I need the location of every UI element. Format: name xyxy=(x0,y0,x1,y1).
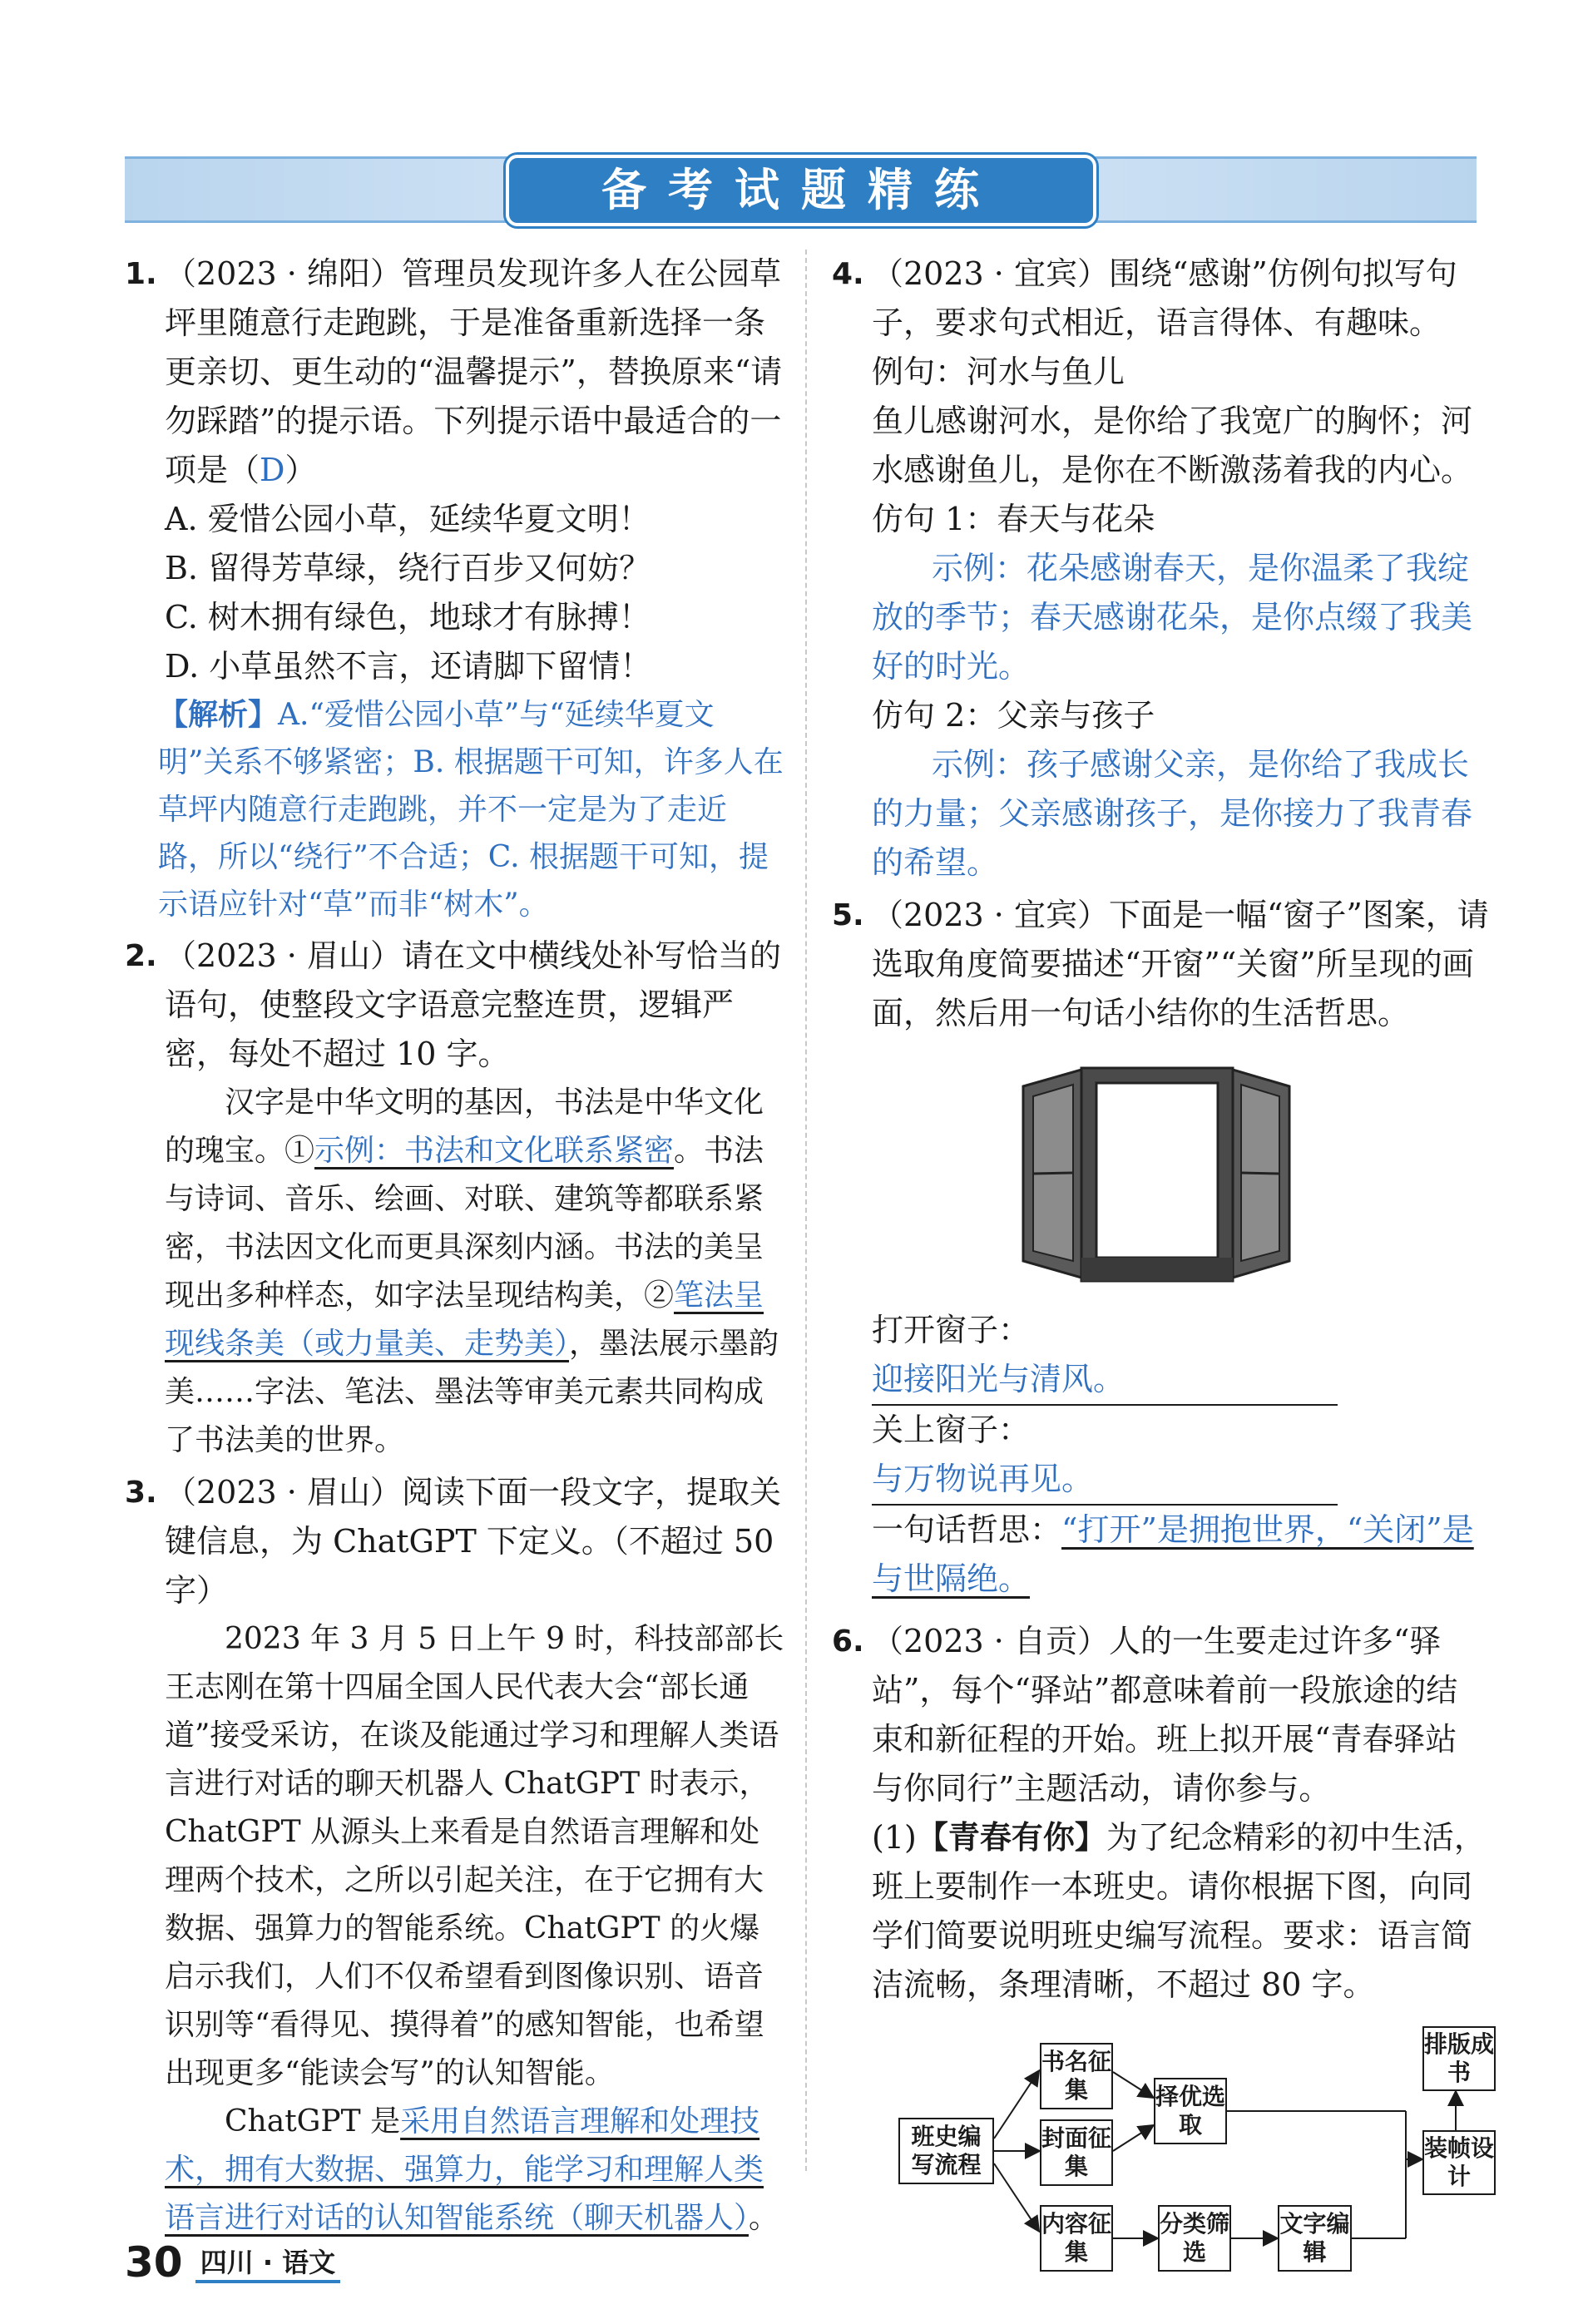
imitate-2-answer: 示例：孩子感谢父亲，是你给了我成长的力量；父亲感谢孩子，是你接力了我青春的希望。 xyxy=(872,746,1473,881)
left-column xyxy=(125,250,786,2242)
page-footer xyxy=(125,2237,340,2287)
question-5 xyxy=(832,891,1489,1038)
flowchart xyxy=(898,2026,1514,2276)
analysis xyxy=(125,691,786,928)
example-label: 例句：河水与鱼儿 xyxy=(872,354,1125,390)
fill-answer-1: 示例：书法和文化联系紧密 xyxy=(314,1134,675,1168)
answer-choice: D xyxy=(260,452,285,488)
flow-name-collect: 书名征集 xyxy=(1040,2043,1113,2109)
flow-binding: 装帧设计 xyxy=(1422,2130,1496,2195)
flow-content-collect: 内容征集 xyxy=(1040,2205,1113,2272)
imitate-1-answer: 示例：花朵感谢春天，是你温柔了我绽放的季节；春天感谢花朵，是你点缀了我美好的时光。 xyxy=(872,550,1473,685)
analysis-tag: 【解析】 xyxy=(158,698,279,732)
option-b: B. 留得芳草绿，绕行百步又何妨？ xyxy=(165,550,651,586)
question-stem: （2023 · 眉山）请在文中横线处补写恰当的语句，使整段文字语意完整连贯，逻辑严密，每处不超过 10 字。 xyxy=(165,937,781,1072)
question-number: 4. xyxy=(832,257,864,291)
section-title: 备考试题精练 xyxy=(506,155,1096,226)
open-window-line: 打开窗子：迎接阳光与清风。 xyxy=(832,1306,1489,1406)
option-c: C. 树木拥有绿色，地球才有脉搏！ xyxy=(165,599,651,635)
flow-edit: 文字编辑 xyxy=(1278,2205,1352,2272)
imitate-1-label: 仿句 1：春天与花朵 xyxy=(872,501,1155,537)
fill-answer-2: 笔法呈现线条美（或力量美、走势美） xyxy=(165,1278,764,1361)
page-number: 30 xyxy=(125,2238,183,2287)
passage: 2023 年 3 月 5 日上午 9 时，科技部部长王志刚在第十四届全国人民代表大会“部长通道”接受采访，在谈及能通过学习和理解人类语言进行对话的聊天机器人 ChatGPT 时表示，ChatGPT 从源头上来看是自然语言理解和处理两个技术，之所以引起关注，在于它拥有大数据、强算力的智能系统。ChatGPT 的火爆启示我们，人们不仅希望看到图像识别、语音识别等“看得见、摸得着”的感知智能，也希望出现更多“能读会写”的认知智能。 xyxy=(165,1622,784,2090)
question-number: 5. xyxy=(832,898,864,932)
question-1: 1. （2023 · 绵阳）管理员发现许多人在公园草坪里随意行走跑跳，于是准备重新选择一条更亲切、更生动的“温馨提示”，替换原来“请勿踩踏”的提示语。下列提示语中最适合的一项是（D） xyxy=(125,250,786,495)
passage: 汉字是中华文明的基因，书法是中华文化的瑰宝。①示例：书法和文化联系紧密。书法与诗词、音乐、绘画、对联、建筑等都联系紧密，书法因文化而更具深刻内涵。书法的美呈现出多种样态，如字法呈现结构美，②笔法呈现线条美（或力量美、走势美），墨法展示墨韵美……字法、笔法、墨法等审美元素共同构成了书法美的世界。 xyxy=(165,1085,779,1457)
open-window-answer: 迎接阳光与清风。 xyxy=(872,1355,1338,1406)
philosophy-answer: “打开”是拥抱世界，“关闭”是与世隔绝。 xyxy=(872,1511,1474,1597)
option-d: D. 小草虽然不言，还请脚下留情！ xyxy=(165,648,652,685)
column-divider xyxy=(805,250,807,2171)
flow-select: 择优选取 xyxy=(1154,2078,1227,2144)
sub-question-tag: 【青春有你】 xyxy=(916,1819,1106,1856)
question-number: 1. xyxy=(125,257,157,291)
right-column xyxy=(832,250,1495,2276)
window-icon xyxy=(1015,1053,1298,1294)
question-stem: （2023 · 宜宾）下面是一幅“窗子”图案，请选取角度简要描述“开窗”“关窗”所呈现的画面，然后用一句话小结你的生活哲思。 xyxy=(872,897,1489,1031)
option-a: A. 爱惜公园小草，延续华夏文明！ xyxy=(165,501,651,537)
flow-classify: 分类筛选 xyxy=(1158,2205,1231,2272)
example-sentence: 鱼儿感谢河水，是你给了我宽广的胸怀；河水感谢鱼儿，是你在不断激荡着我的内心。 xyxy=(872,403,1473,488)
question-stem: （2023 · 绵阳）管理员发现许多人在公园草坪里随意行走跑跳，于是准备重新选择一条更亲切、更生动的“温馨提示”，替换原来“请勿踩踏”的提示语。下列提示语中最适合的一项是（ xyxy=(165,255,783,488)
question-number: 3. xyxy=(125,1476,157,1510)
question-3 xyxy=(125,1468,786,1615)
flow-layout: 排版成书 xyxy=(1422,2026,1496,2091)
fill-answer: 采用自然语言理解和处理技术，拥有大数据、强算力，能学习和理解人类语言进行对话的认知智能系统（聊天机器人） xyxy=(165,2104,764,2235)
question-4 xyxy=(832,250,1489,348)
flow-start: 班史编写流程 xyxy=(898,2118,994,2184)
window-image xyxy=(1015,1053,1298,1294)
question-2 xyxy=(125,932,786,1079)
imitate-2-label: 仿句 2：父亲与孩子 xyxy=(872,697,1155,734)
definition-answer: ChatGPT 是采用自然语言理解和处理技术，拥有大数据、强算力，能学习和理解人类语言进行对话的认知智能系统（聊天机器人）。 xyxy=(165,2104,779,2235)
question-number: 2. xyxy=(125,939,157,973)
close-window-line: 关上窗子：与万物说再见。 xyxy=(832,1406,1489,1506)
question-number: 6. xyxy=(832,1624,864,1659)
question-6 xyxy=(832,1617,1489,1813)
question-stem: （2023 · 眉山）阅读下面一段文字，提取关键信息，为 ChatGPT 下定义。（不超过 50 字） xyxy=(165,1474,781,1609)
sub-question-1: (1)【青春有你】为了纪念精彩的初中生活，班上要制作一本班史。请你根据下图，向同学们简要说明班史编写流程。要求：语言简洁流畅，条理清晰，不超过 80 字。 xyxy=(872,1819,1486,2003)
question-stem: （2023 · 自贡）人的一生要走过许多“驿站”，每个“驿站”都意味着前一段旅途的结束和新征程的开始。班上拟开展“青春驿站 与你同行”主题活动，请你参与。 xyxy=(872,1623,1489,1807)
analysis-text: A.“爱惜公园小草”与“延续华夏文明”关系不够紧密；B. 根据题干可知，许多人在草坪内随意行走跑跳，并不一定是为了走近路，所以“绕行”不合适；C. 根据题干可知，提示语应针对“草”而非“树木”。 xyxy=(158,698,784,922)
philosophy-line: 一句话哲思：“打开”是拥抱世界，“关闭”是与世隔绝。 xyxy=(872,1511,1474,1597)
flow-cover-collect: 封面征集 xyxy=(1040,2119,1113,2186)
book-subtitle: 四川 · 语文 xyxy=(195,2242,340,2283)
question-stem: （2023 · 宜宾）围绕“感谢”仿例句拟写句子，要求句式相近，语言得体、有趣味。 xyxy=(872,255,1457,341)
close-window-answer: 与万物说再见。 xyxy=(872,1455,1338,1506)
